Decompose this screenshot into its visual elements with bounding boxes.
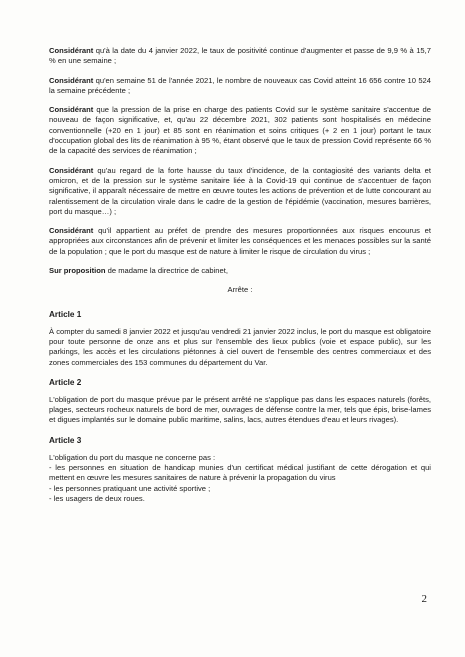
arrete-heading: Arrête :: [227, 285, 253, 295]
page-number: 2: [421, 593, 427, 605]
considerant-4: Considérant qu'au regard de la forte hausse du taux d'incidence, de la contagiosité des variants delta et omicron, et de la pression sur le système sanitaire liée à la Covid-19 qui continue de s'accentuer de façon significative, il apparaît nécessaire de mettre en œuvre toutes les actions de prévention et de lutte concourant au ralentissement de la circulation virale dans le cadre de la gestion de l'épidémie (vaccination, mesures barrières, port du masque…) ;: [49, 165, 431, 216]
article-1-text: À compter du samedi 8 janvier 2022 et jusqu'au vendredi 21 janvier 2022 inclus, le port du masque est obligatoire pour toute personne de onze ans et plus sur l'ensemble des lieux publics (voie et espace public), sur les parkings, les accès et les circulations piétonnes à ciel ouvert de l'ensemble des centres commerciaux et des zones commerciales des 153 communes du département du Var.: [49, 326, 431, 367]
considerant-2: Considérant qu'en semaine 51 de l'année 2021, le nombre de nouveaux cas Covid atteint 16 656 contre 10 524 la semaine précédente ;: [49, 75, 431, 95]
considerant-3: Considérant que la pression de la prise en charge des patients Covid sur le système sanitaire s'accentue de nouveau de façon significative, et, qu'au 22 décembre 2021, 302 patients sont hospitalisés en médecine conventionnelle (+20 en 1 jour) et 85 sont en réanimation et soins critiques (+ 2 en 1 jour) portant le taux d'occupation global des lits de réanimation à 95 %, étant observé que le taux de pression Covid représente 66 % de la capacité des services de réanimation ;: [49, 105, 431, 156]
article-3-exceptions: [49, 463, 431, 504]
list-item: - les personnes pratiquant une activité sportive ;: [49, 483, 211, 493]
proposition: Sur proposition de madame la directrice de cabinet,: [49, 266, 228, 276]
article-3-title: Article 3: [49, 435, 82, 445]
considerant-1: Considérant qu'à la date du 4 janvier 2022, le taux de positivité continue d'augmenter et passe de 9,9 % à 15,7 % en une semaine ;: [49, 46, 431, 66]
article-1-title: Article 1: [49, 309, 82, 319]
list-item: - les personnes en situation de handicap munies d'un certificat médical justifiant de cette dérogation et qui mettent en œuvre les mesures sanitaires de nature à prévenir la propagation du virus: [49, 463, 431, 483]
article-2-title: Article 2: [49, 377, 82, 387]
considerant-5: Considérant qu'il appartient au préfet de prendre des mesures proportionnées aux risques encourus et appropriées aux circonstances afin de prévenir et limiter les conséquences et les menaces possibles sur la santé de la population ; que le port du masque est de nature à limiter le risque de circulation du virus ;: [49, 226, 431, 256]
article-3-intro: L'obligation du port du masque ne concerne pas :: [49, 452, 216, 462]
list-item: - les usagers de deux roues.: [49, 493, 145, 503]
article-2-text: L'obligation de port du masque prévue par le présent arrêté ne s'applique pas dans les espaces naturels (forêts, plages, secteurs rocheux naturels de bord de mer, ouvrages de défense contre la mer, tels que épis, brise-lames et digues implantés sur le domaine public maritime, salins, lacs, autres étendues d'eau et leurs rivages).: [49, 394, 431, 425]
